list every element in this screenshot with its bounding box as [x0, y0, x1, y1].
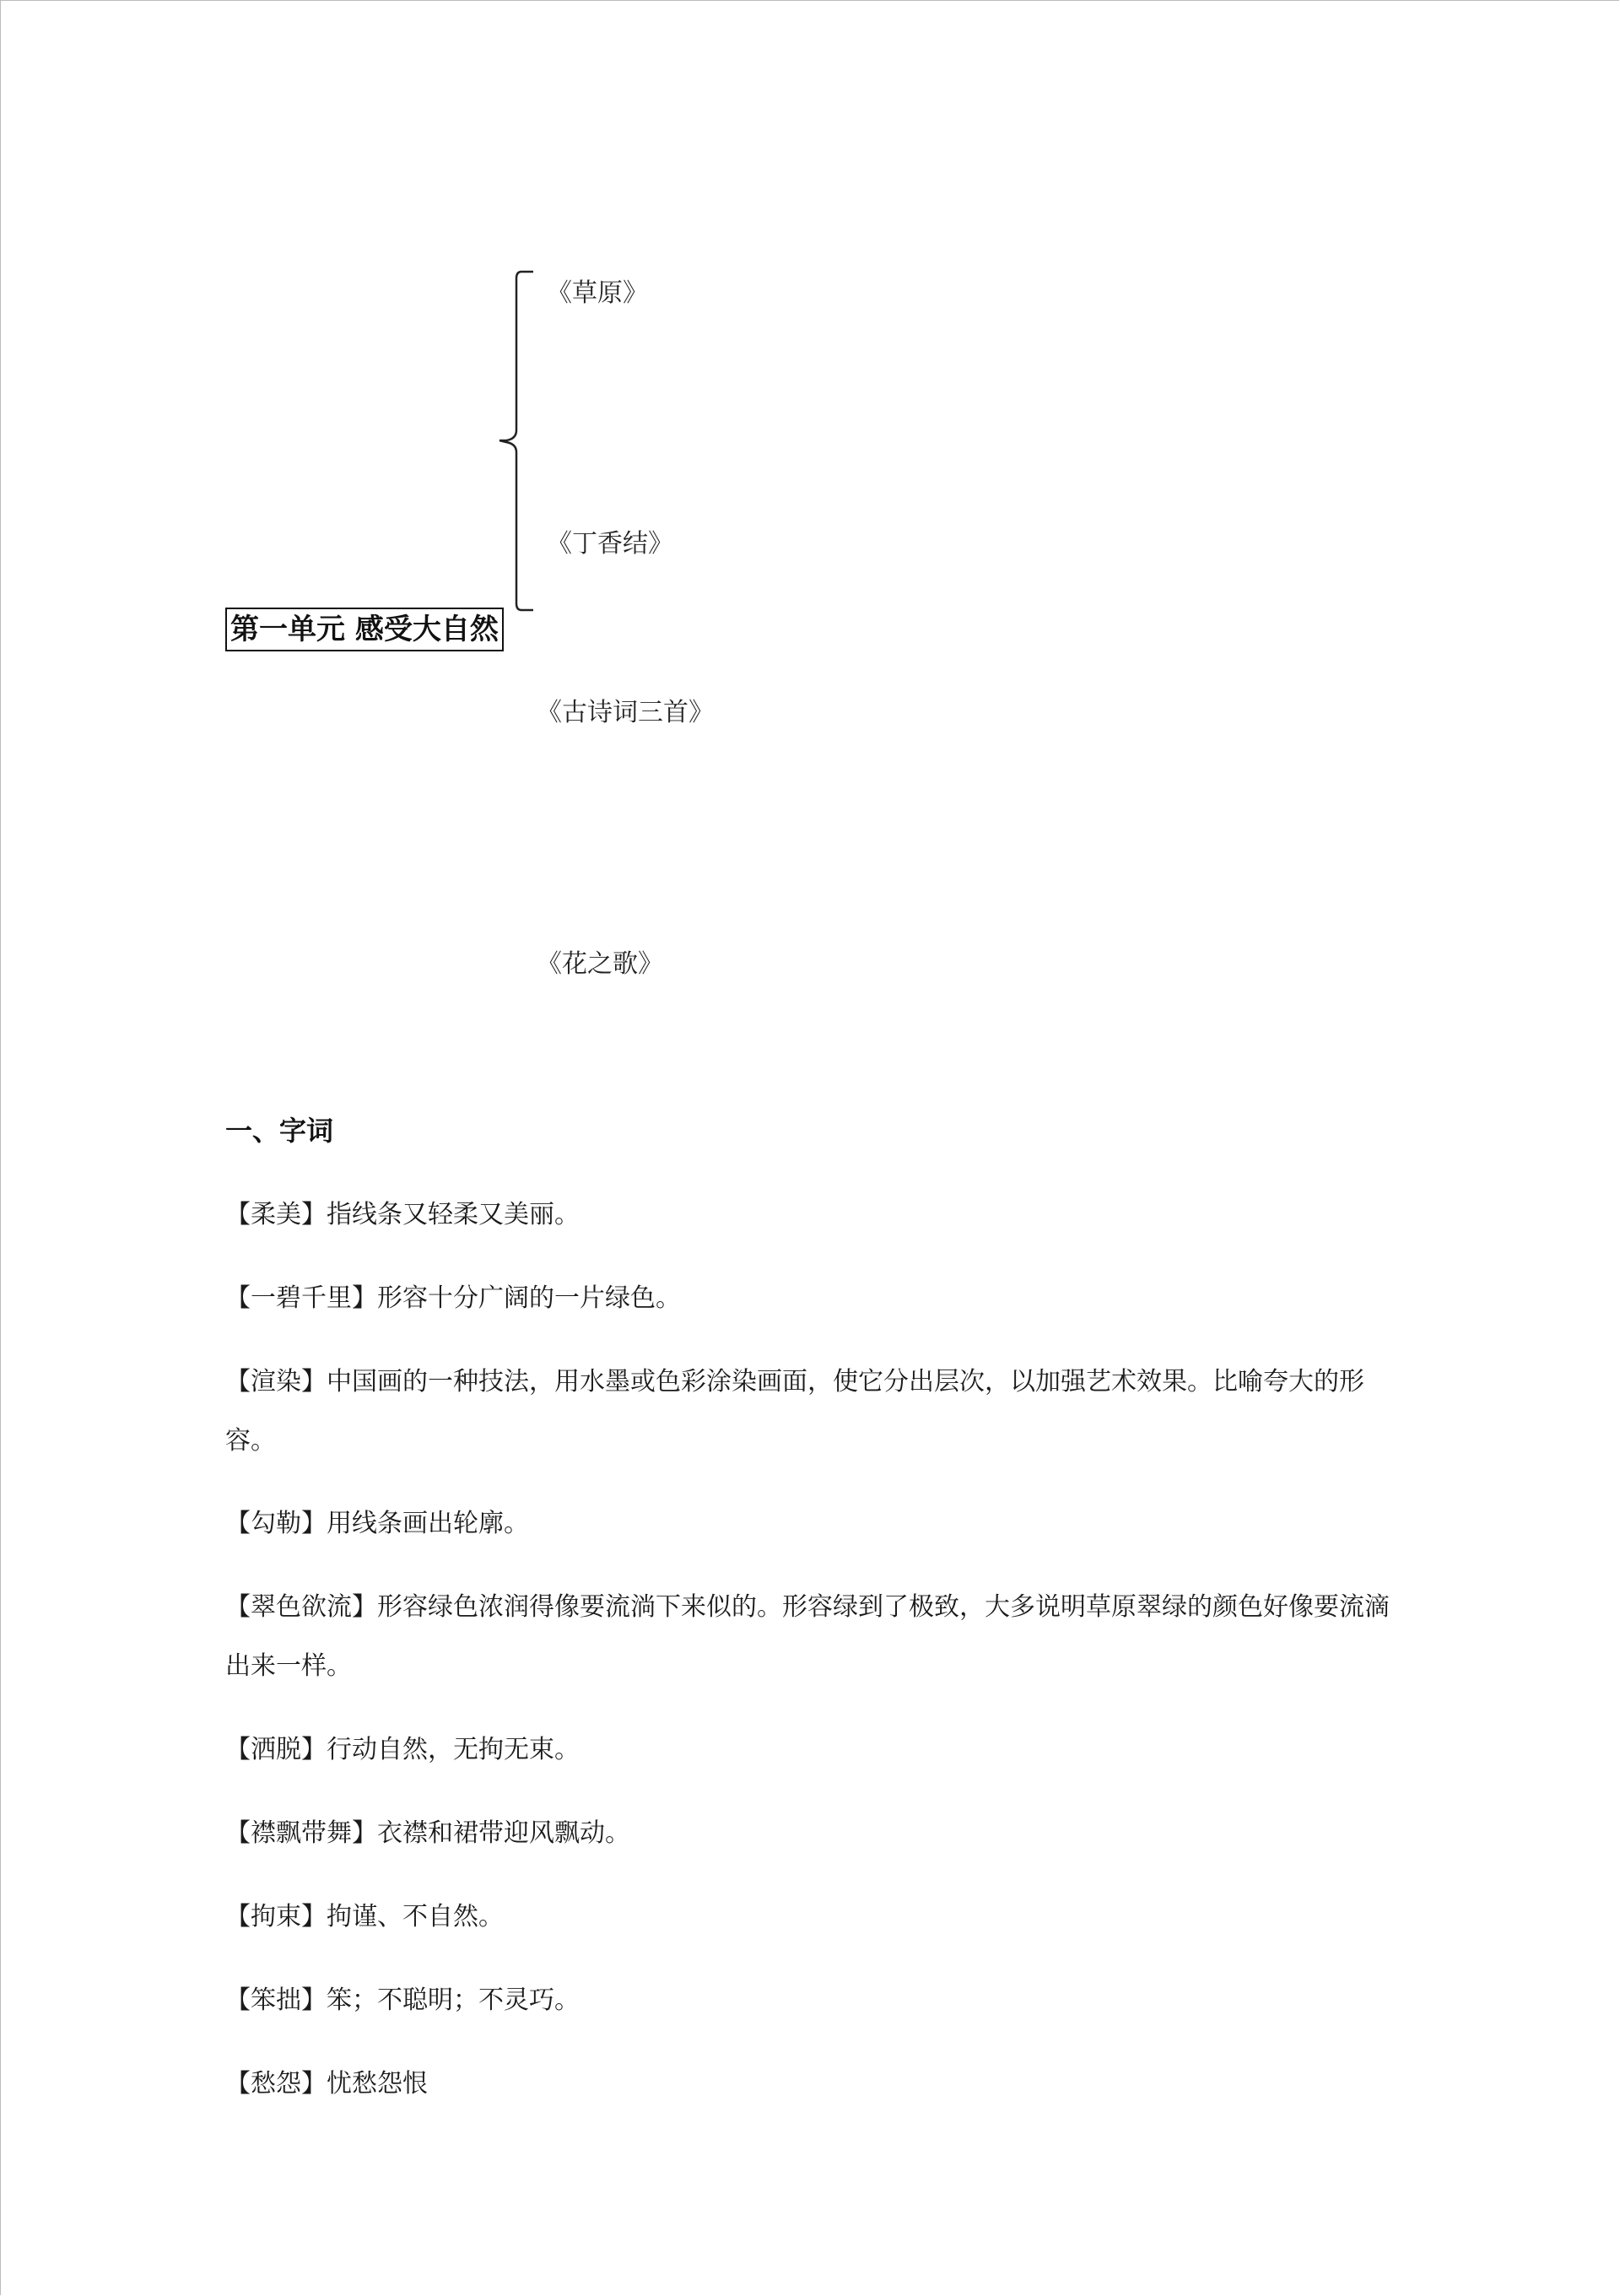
vocabulary-entry: 【拘束】拘谨、不自然。 — [225, 1902, 504, 1931]
vocabulary-entry: 【愁怨】忧愁怨恨 — [225, 2069, 428, 2099]
vocabulary-entry: 【翠色欲流】形容绿色浓润得像要流淌下来似的。形容绿到了极致，大多说明草原翠绿的颜色好像要流滴出来一样。 — [225, 1592, 1390, 1681]
lesson-title: 《古诗词三首》 — [537, 698, 714, 727]
lesson-title: 《花之歌》 — [537, 949, 663, 979]
vocabulary-entry: 【洒脱】行动自然，无拘无束。 — [225, 1735, 580, 1764]
vocabulary-entry: 【襟飘带舞】衣襟和裙带迎风飘动。 — [225, 1818, 630, 1848]
vocabulary-entry: 【渲染】中国画的一种技法，用水墨或色彩涂染画面，使它分出层次，以加强艺术效果。比喻夸大的形容。 — [225, 1367, 1364, 1456]
vocabulary-entry: 【笨拙】笨；不聪明；不灵巧。 — [225, 1985, 580, 2015]
vocabulary-entry: 【柔美】指线条又轻柔又美丽。 — [225, 1200, 580, 1229]
lesson-title: 《丁香结》 — [547, 529, 673, 559]
vocabulary-entry: 【一碧千里】形容十分广阔的一片绿色。 — [225, 1283, 681, 1313]
section-heading: 一、字词 — [225, 1115, 334, 1147]
vocabulary-entry: 【勾勒】用线条画出轮廓。 — [225, 1509, 529, 1538]
lesson-title: 《草原》 — [547, 278, 648, 308]
curly-brace-icon — [498, 270, 540, 612]
unit-title: 第一单元 感受大自然 — [225, 608, 504, 651]
